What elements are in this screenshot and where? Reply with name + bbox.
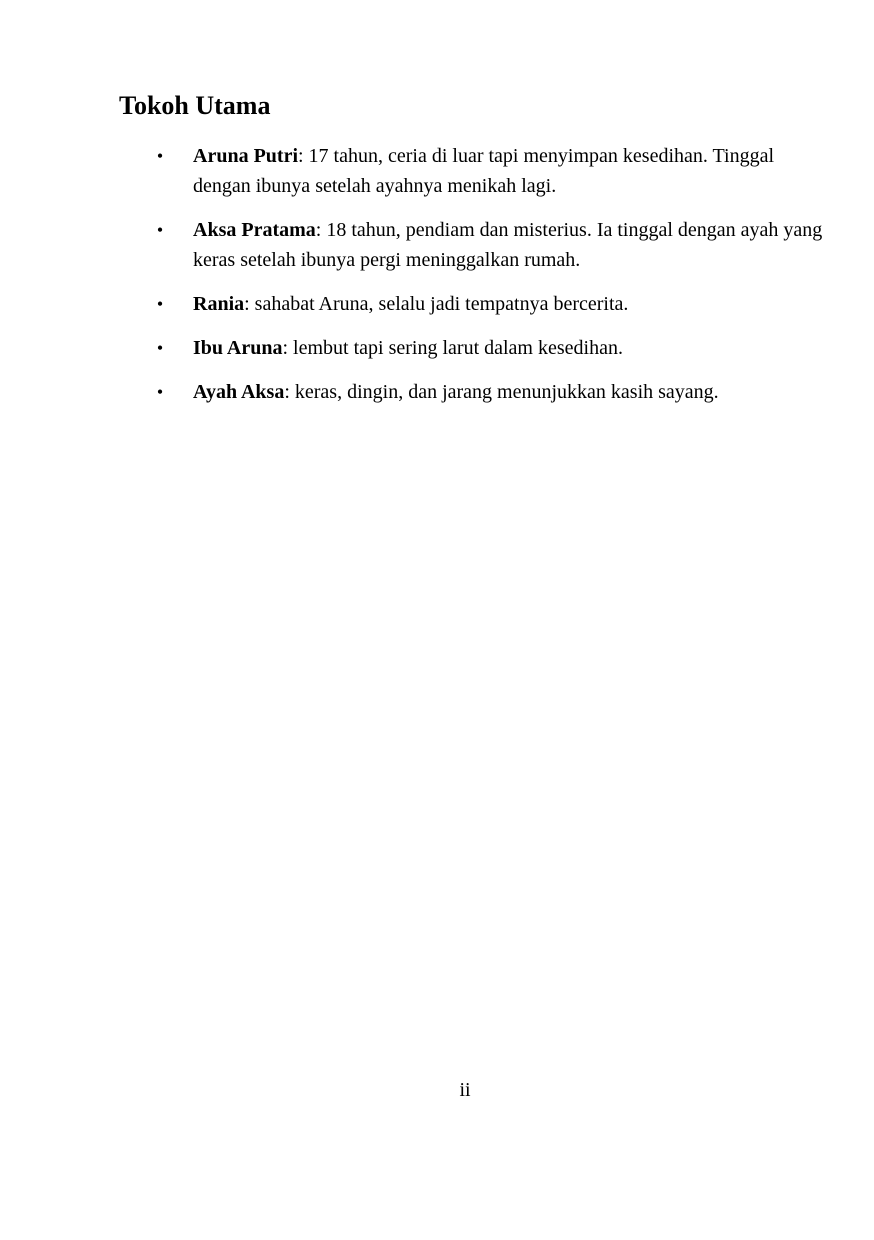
- character-name: Ibu Aruna: [193, 337, 283, 359]
- section-heading: Tokoh Utama: [119, 91, 271, 120]
- list-item-aksa-pratama: [0, 215, 833, 275]
- bullet-icon: •: [156, 338, 164, 358]
- character-description: : lembut tapi sering larut dalam kesedihan.: [282, 337, 623, 359]
- list-item-ibu-aruna: [0, 333, 833, 363]
- bullet-icon: •: [156, 382, 164, 402]
- bullet-icon: •: [156, 146, 164, 166]
- character-name: Aruna Putri: [193, 145, 298, 167]
- list-item-ayah-aksa: [0, 377, 833, 407]
- character-description: : 17 tahun, ceria di luar tapi menyimpan kesedihan. Tinggal dengan ibunya setelah ayahnya menikah lagi.: [193, 145, 775, 197]
- bullet-icon: •: [156, 294, 164, 314]
- character-name: Rania: [193, 293, 245, 315]
- bullet-icon: •: [156, 220, 164, 240]
- list-item-rania: [0, 289, 833, 319]
- page-number: ii: [459, 1079, 471, 1101]
- character-description: : keras, dingin, dan jarang menunjukkan kasih sayang.: [284, 381, 719, 403]
- character-description: : 18 tahun, pendiam dan misterius. Ia tinggal dengan ayah yang keras setelah ibunya pergi meninggalkan rumah.: [193, 219, 823, 271]
- character-name: Ayah Aksa: [193, 381, 285, 403]
- character-name: Aksa Pratama: [193, 219, 316, 241]
- character-list: [0, 141, 874, 421]
- character-description: : sahabat Aruna, selalu jadi tempatnya bercerita.: [244, 293, 629, 315]
- list-item-aruna-putri: [0, 141, 833, 201]
